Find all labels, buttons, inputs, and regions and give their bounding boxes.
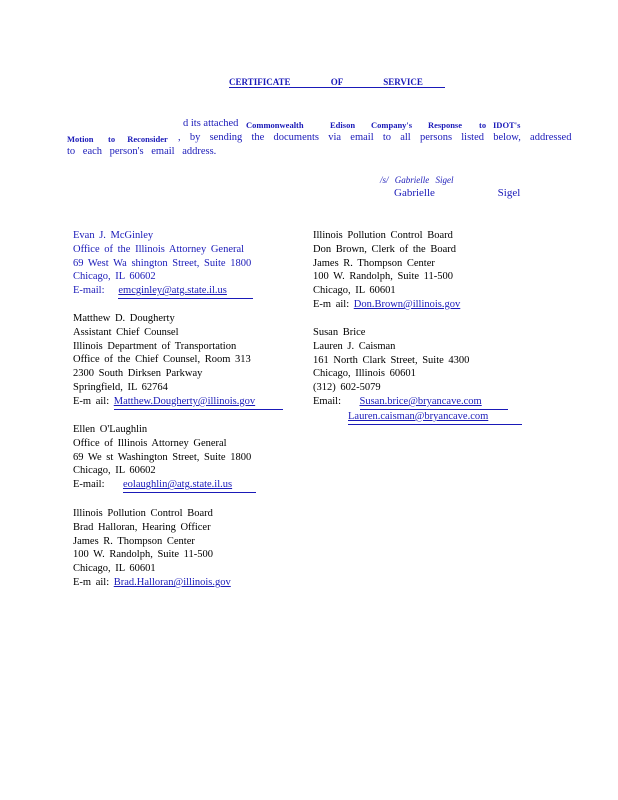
address-line: 100 W. Randolph, Suite 11-500 <box>73 549 214 561</box>
address-line: Illinois Department of Transportation <box>73 340 237 352</box>
address-line: James R. Thompson Center <box>73 535 195 547</box>
address-line: (312) 602-5079 <box>313 382 381 394</box>
intro-text: Edison <box>330 120 356 130</box>
intro-text: d its attached <box>183 118 239 129</box>
email-link[interactable]: Lauren.caisman@bryancave.com <box>348 410 522 425</box>
address-line: Chicago, IL 60601 <box>313 285 396 297</box>
email-line-2 <box>313 410 522 425</box>
address-line: Illinois Pollution Control Board <box>73 508 213 519</box>
address-line: 100 W. Randolph, Suite 11-500 <box>313 271 454 283</box>
address-line: Chicago, IL 60601 <box>73 563 156 575</box>
signature-name: Gabrielle Sigel <box>394 187 521 199</box>
address-line: Lauren J. Caisman <box>313 340 396 352</box>
signature-slash: /s/ Gabrielle Sigel <box>380 175 454 185</box>
email-label: E-mail: <box>73 285 105 297</box>
intro-text: IDOT's <box>493 120 521 130</box>
address-line: Matthew D. Dougherty <box>73 313 175 324</box>
address-line: Illinois Pollution Control Board <box>313 230 453 241</box>
intro-text: Motion <box>67 134 94 144</box>
address-line: 69 We st Washington Street, Suite 1800 <box>73 451 252 463</box>
address-line: Brad Halloran, Hearing Officer <box>73 521 211 533</box>
intro-line-3: to each person's email address. <box>67 146 217 157</box>
email-line <box>73 478 256 493</box>
email-link[interactable]: Matthew.Dougherty@illinois.gov <box>114 395 283 410</box>
address-line: 69 West Wa shington Street, Suite 1800 <box>73 257 252 269</box>
address-line: Chicago, Illinois 60601 <box>313 368 416 380</box>
email-label: E-m ail: <box>73 576 110 588</box>
intro-text: Commonwealth <box>246 120 304 130</box>
service-entry-olaughlin <box>73 423 256 493</box>
address-line: Don Brown, Clerk of the Board <box>313 243 456 255</box>
email-link[interactable]: Susan.brice@bryancave.com <box>360 395 508 410</box>
address-line: Susan Brice <box>313 327 366 338</box>
intro-text: , by sending the documents via email to all persons listed below, addressed <box>178 132 572 143</box>
email-line <box>73 576 231 590</box>
intro-text: Company's <box>371 120 413 130</box>
email-label: E-m ail: <box>73 395 110 407</box>
email-label: E-m ail: <box>313 298 350 310</box>
address-line: Springfield, IL 62764 <box>73 381 168 393</box>
intro-text: Response <box>428 120 463 130</box>
address-line: Office of the Illinois Attorney General <box>73 243 245 255</box>
address-line: 161 North Clark Street, Suite 4300 <box>313 354 470 366</box>
address-line: Assistant Chief Counsel <box>73 326 179 338</box>
service-entry-mcginley <box>73 229 253 299</box>
address-line: Chicago, IL 60602 <box>73 271 156 283</box>
address-line: 2300 South Dirksen Parkway <box>73 368 203 380</box>
service-entry-halloran <box>73 507 231 590</box>
address-line: Evan J. McGinley <box>73 230 154 241</box>
intro-text: to Reconsider <box>108 134 168 144</box>
address-line: Office of Illinois Attorney General <box>73 437 227 449</box>
email-line <box>73 284 253 299</box>
service-entry-brown <box>313 229 460 312</box>
service-entry-brice-caisman <box>313 326 522 425</box>
address-line: Chicago, IL 60602 <box>73 465 156 477</box>
email-line <box>73 395 283 410</box>
email-label: Email: <box>313 395 341 407</box>
certificate-title: CERTIFICATE OF SERVICE <box>229 77 445 88</box>
intro-text: to <box>479 120 487 130</box>
email-link[interactable]: emcginley@atg.state.il.us <box>118 284 253 299</box>
service-entry-dougherty <box>73 312 283 410</box>
email-line <box>313 298 460 312</box>
email-link[interactable]: Brad.Halloran@illinois.gov <box>113 576 231 588</box>
address-line: Ellen O'Laughlin <box>73 424 148 435</box>
address-line: James R. Thompson Center <box>313 257 435 269</box>
email-line <box>313 395 522 410</box>
address-line: Office of the Chief Counsel, Room 313 <box>73 354 251 366</box>
email-label: E-mail: <box>73 479 105 491</box>
email-link[interactable]: eolaughlin@atg.state.il.us <box>123 478 256 493</box>
email-link[interactable]: Don.Brown@illinois.gov <box>353 298 461 310</box>
